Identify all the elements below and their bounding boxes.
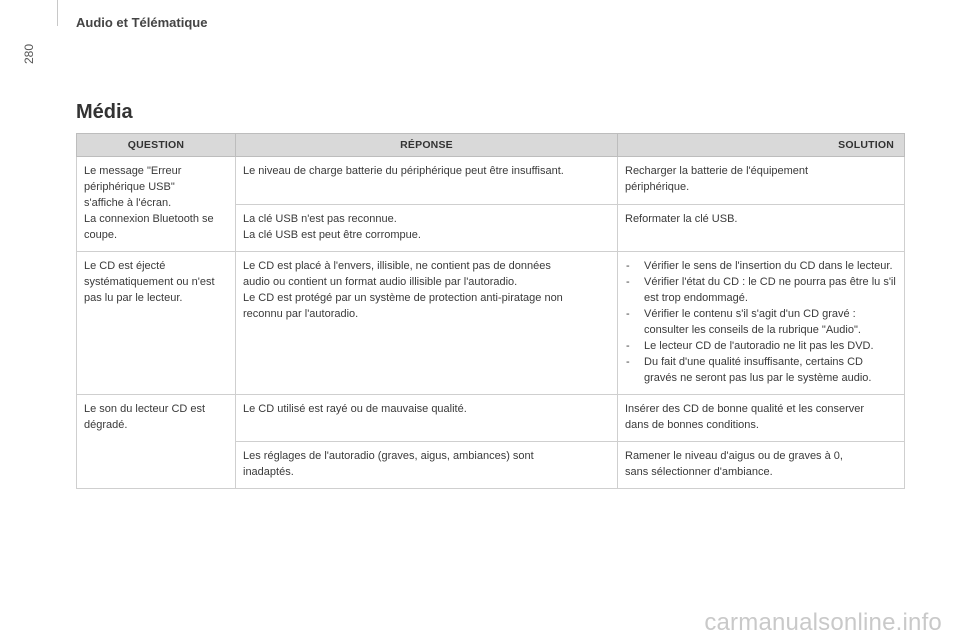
- text-line: La clé USB est peut être corrompue.: [243, 228, 421, 241]
- question-cell: [77, 252, 236, 395]
- list-item: - Vérifier le sens de l'insertion du CD dans le lecteur.: [625, 258, 897, 274]
- text-line: Le CD est placé à l'envers, illisible, ne contient pas de données: [243, 260, 551, 272]
- text-line: périphérique USB": [84, 181, 175, 193]
- table-header-row: [77, 134, 905, 157]
- solution-cell: [618, 442, 905, 489]
- text-line: Le message "Erreur: [84, 165, 182, 177]
- text-line: Le son du lecteur CD est: [84, 403, 206, 415]
- margin-rule: [57, 0, 58, 26]
- text-line: audio ou contient un format audio illisible par l'autoradio.: [243, 276, 518, 288]
- text-line: pas lu par le lecteur.: [84, 292, 183, 304]
- answer-cell: [236, 442, 618, 489]
- section-title: Média: [76, 101, 133, 123]
- solution-cell: [618, 204, 905, 252]
- text-line: systématiquement ou n'est: [84, 276, 215, 288]
- chapter-header: Audio et Télématique: [76, 15, 208, 30]
- text-line: Le CD est protégé par un système de protection anti-piratage non: [243, 292, 563, 304]
- list-item: - Du fait d'une qualité insuffisante, certains CD gravés ne seront pas lus par le système audio.: [625, 354, 897, 386]
- table-row: [77, 252, 905, 395]
- text-line: périphérique.: [625, 181, 690, 193]
- solution-list: [625, 258, 897, 386]
- text-line: La clé USB n'est pas reconnue.: [243, 212, 397, 225]
- answer-cell: [236, 252, 618, 395]
- text-line: coupe.: [84, 229, 118, 241]
- solution-cell: [618, 252, 905, 395]
- table-row: [77, 395, 905, 442]
- text-line: dans de bonnes conditions.: [625, 419, 759, 431]
- list-item: - Vérifier l'état du CD : le CD ne pourra pas être lu s'il est trop endommagé.: [625, 274, 897, 306]
- column-header-question: QUESTION: [77, 134, 236, 157]
- text-line: reconnu par l'autoradio.: [243, 308, 359, 320]
- text-line: Ramener le niveau d'aigus ou de graves à 0,: [625, 450, 843, 462]
- solution-cell: [618, 395, 905, 442]
- solution-cell: [618, 157, 905, 205]
- faq-table: [76, 133, 905, 489]
- question-cell: [77, 157, 236, 252]
- list-item: - Le lecteur CD de l'autoradio ne lit pas les DVD.: [625, 338, 897, 354]
- text-line: Les réglages de l'autoradio (graves, aigus, ambiances) sont: [243, 450, 534, 462]
- text-line: inadaptés.: [243, 466, 294, 478]
- text-line: dégradé.: [84, 419, 128, 431]
- text-line: Recharger la batterie de l'équipement: [625, 165, 809, 177]
- watermark: carmanualsonline.info: [704, 609, 942, 636]
- column-header-solution: SOLUTION: [618, 134, 905, 157]
- question-cell: [77, 395, 236, 489]
- text-line: Reformater la clé USB.: [625, 212, 738, 225]
- text-line: Insérer des CD de bonne qualité et les conserver: [625, 403, 865, 415]
- answer-cell: [236, 395, 618, 442]
- text-line: Le CD est éjecté: [84, 260, 166, 272]
- page-number: 280: [22, 43, 36, 64]
- answer-cell: [236, 157, 618, 205]
- text-line: sans sélectionner d'ambiance.: [625, 466, 773, 478]
- table-row: [77, 157, 905, 205]
- answer-cell: [236, 204, 618, 252]
- text-line: Le niveau de charge batterie du périphérique peut être insuffisant.: [243, 165, 564, 177]
- text-line: Le CD utilisé est rayé ou de mauvaise qualité.: [243, 403, 467, 415]
- column-header-reponse: RÉPONSE: [236, 134, 618, 157]
- text-line: s'affiche à l'écran.: [84, 197, 172, 209]
- text-line: La connexion Bluetooth se: [84, 213, 214, 225]
- list-item: - Vérifier le contenu s'il s'agit d'un CD gravé : consulter les conseils de la rubrique "Audio".: [625, 306, 897, 338]
